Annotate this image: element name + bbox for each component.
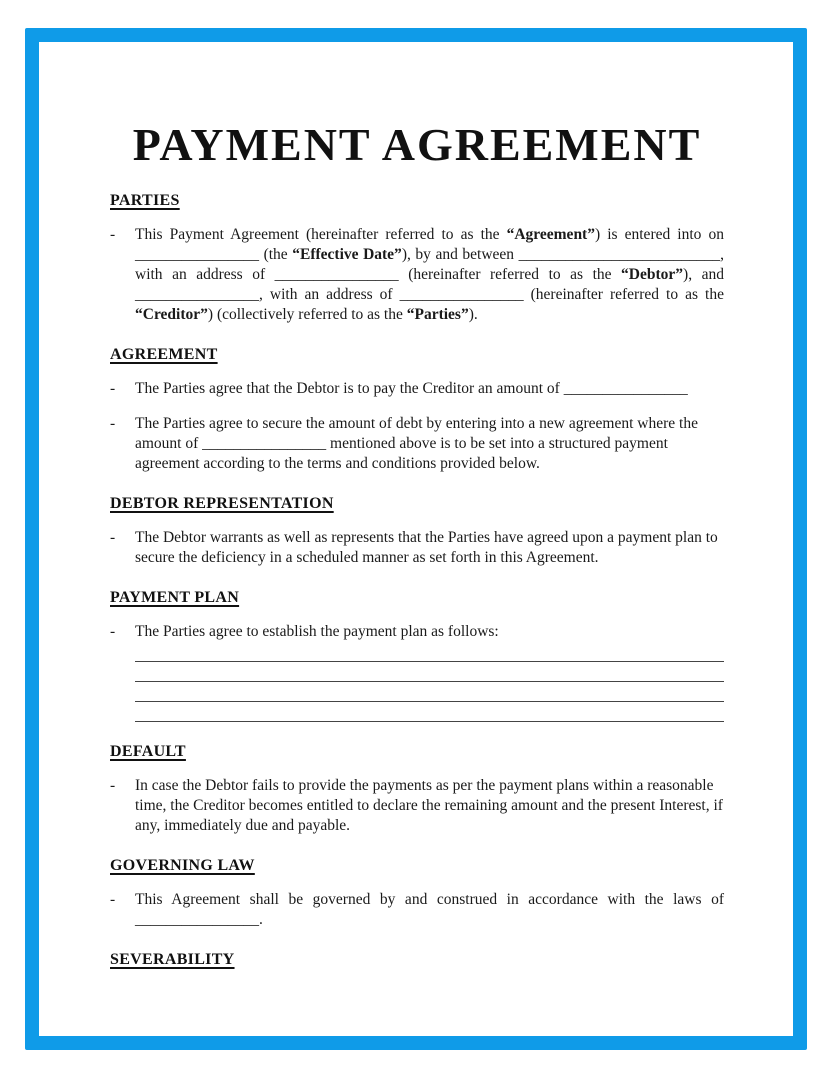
- document-section: [110, 589, 724, 722]
- paragraph: [135, 890, 724, 930]
- paragraph-text: ) is entered into on ________________ (the: [135, 226, 724, 263]
- document-sections: [110, 192, 724, 969]
- defined-term: “Debtor”: [621, 266, 684, 283]
- list-item: [110, 890, 724, 930]
- write-in-line[interactable]: [135, 642, 724, 662]
- section-heading: PAYMENT PLAN: [110, 589, 240, 606]
- document-section: [110, 743, 724, 836]
- list-item: [110, 414, 724, 474]
- list-item: [110, 528, 724, 568]
- defined-term: “Parties”: [406, 306, 469, 323]
- list-item-marker: -: [110, 529, 116, 546]
- paragraph: [135, 622, 724, 642]
- section-heading: AGREEMENT: [110, 346, 218, 363]
- section-heading: PARTIES: [110, 192, 180, 209]
- document-title: PAYMENT AGREEMENT: [132, 119, 702, 170]
- document-section: [110, 495, 724, 568]
- list-item-marker: -: [110, 226, 116, 243]
- section-heading: SEVERABILITY: [110, 951, 235, 968]
- defined-term: “Effective Date”: [292, 246, 402, 263]
- paragraph-text: This Agreement shall be governed by and construed in accordance with the laws of ________________.: [135, 891, 724, 928]
- list-item-marker: -: [110, 623, 116, 640]
- list-item: [110, 225, 724, 325]
- paragraph-text: The Parties agree to secure the amount of debt by entering into a new agreement where the amount of ________________ mentioned above is to be set into a structured payment agreement according to the terms and conditions provided below.: [135, 415, 698, 472]
- paragraph-text: The Parties agree that the Debtor is to pay the Creditor an amount of ________________: [135, 380, 688, 397]
- paragraph-text: The Debtor warrants as well as represents that the Parties have agreed upon a payment plan to secure the deficiency in a scheduled manner as set forth in this Agreement.: [135, 529, 718, 566]
- paragraph-text: ) (collectively referred to as the: [207, 306, 407, 323]
- paragraph-text: ), and ________________, with an address of ________________ (hereinafter referred to as the: [135, 266, 724, 303]
- document-section: [110, 857, 724, 930]
- write-in-line[interactable]: [135, 702, 724, 722]
- list-item: [110, 379, 724, 399]
- section-heading: GOVERNING LAW: [110, 857, 255, 874]
- write-in-line[interactable]: [135, 682, 724, 702]
- paragraph-text: ).: [468, 306, 478, 323]
- section-heading: DEBTOR REPRESENTATION: [110, 495, 334, 512]
- paragraph-text: ), by and between __________________________, with an address of ________________ (hereinafter referred to as the: [135, 246, 724, 283]
- paragraph: [135, 528, 724, 568]
- document-section: [110, 192, 724, 325]
- list-item: [110, 622, 724, 642]
- section-heading: DEFAULT: [110, 743, 186, 760]
- paragraph: [135, 225, 724, 325]
- list-item-marker: -: [110, 777, 116, 794]
- list-item-marker: -: [110, 415, 116, 432]
- document-section: [110, 346, 724, 474]
- paragraph: [135, 776, 724, 836]
- list-item-marker: -: [110, 891, 116, 908]
- document-page: [25, 28, 807, 1050]
- paragraph-text: This Payment Agreement (hereinafter referred to as the: [135, 226, 507, 243]
- write-in-line[interactable]: [135, 662, 724, 682]
- paragraph-text: The Parties agree to establish the payment plan as follows:: [135, 623, 499, 640]
- paragraph: [135, 414, 724, 474]
- list-item-marker: -: [110, 380, 116, 397]
- defined-term: “Creditor”: [135, 306, 208, 323]
- paragraph-text: In case the Debtor fails to provide the payments as per the payment plans within a reasonable time, the Creditor becomes entitled to declare the remaining amount and the present Interest, if any, immediately due and payable.: [135, 777, 723, 834]
- paragraph: [135, 379, 724, 399]
- defined-term: “Agreement”: [506, 226, 595, 243]
- list-item: [110, 776, 724, 836]
- document-section: [110, 951, 724, 969]
